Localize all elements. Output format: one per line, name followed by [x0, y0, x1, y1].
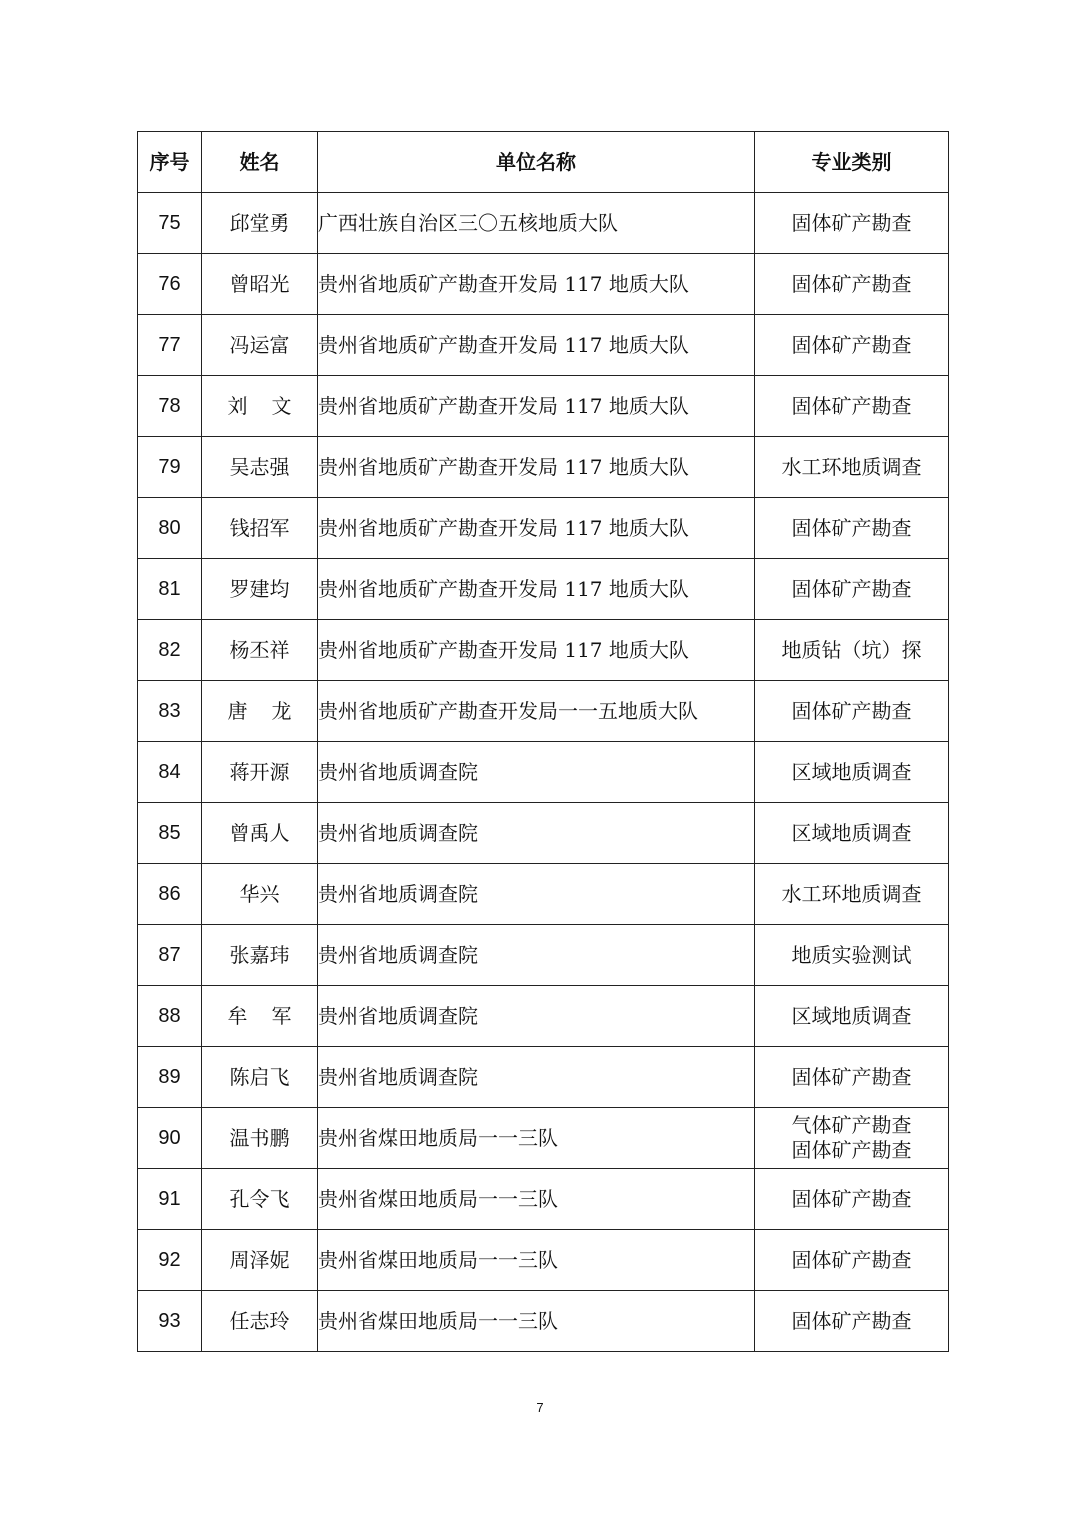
name-cell: 曾禹人 — [202, 803, 318, 864]
unit-cell: 贵州省地质矿产勘查开发局 117 地质大队 — [318, 437, 755, 498]
unit-cell: 贵州省地质矿产勘查开发局 117 地质大队 — [318, 254, 755, 315]
table-row — [138, 803, 949, 864]
unit-cell: 贵州省地质调查院 — [318, 986, 755, 1047]
table-row — [138, 1169, 949, 1230]
name-cell: 杨丕祥 — [202, 620, 318, 681]
serial-number-cell: 92 — [138, 1230, 202, 1291]
table-row — [138, 559, 949, 620]
unit-cell: 贵州省地质调查院 — [318, 925, 755, 986]
table-row — [138, 1291, 949, 1352]
name-cell — [202, 986, 318, 1047]
unit-cell: 广西壮族自治区三〇五核地质大队 — [318, 193, 755, 254]
unit-cell: 贵州省地质调查院 — [318, 742, 755, 803]
specialty-cell: 固体矿产勘查 — [755, 1047, 949, 1108]
unit-cell: 贵州省地质调查院 — [318, 1047, 755, 1108]
unit-cell: 贵州省煤田地质局一一三队 — [318, 1169, 755, 1230]
unit-cell: 贵州省地质调查院 — [318, 864, 755, 925]
name-cell: 陈启飞 — [202, 1047, 318, 1108]
specialty-cell: 区域地质调查 — [755, 742, 949, 803]
specialty-cell: 固体矿产勘查 — [755, 1169, 949, 1230]
name-cell: 钱招军 — [202, 498, 318, 559]
unit-cell: 贵州省地质矿产勘查开发局 117 地质大队 — [318, 498, 755, 559]
serial-number-cell: 87 — [138, 925, 202, 986]
serial-number-cell: 79 — [138, 437, 202, 498]
specialty-cell: 区域地质调查 — [755, 803, 949, 864]
serial-number-cell: 78 — [138, 376, 202, 437]
unit-cell: 贵州省地质矿产勘查开发局 117 地质大队 — [318, 559, 755, 620]
specialty-cell: 固体矿产勘查 — [755, 193, 949, 254]
specialty-cell: 固体矿产勘查 — [755, 559, 949, 620]
unit-cell: 贵州省地质矿产勘查开发局 117 地质大队 — [318, 620, 755, 681]
name-cell: 温书鹏 — [202, 1108, 318, 1169]
unit-cell: 贵州省地质矿产勘查开发局一一五地质大队 — [318, 681, 755, 742]
table-row — [138, 193, 949, 254]
table-row — [138, 620, 949, 681]
name-cell: 任志玲 — [202, 1291, 318, 1352]
table-row — [138, 1047, 949, 1108]
table-row — [138, 681, 949, 742]
specialty-cell: 固体矿产勘查 — [755, 1291, 949, 1352]
specialty-cell: 固体矿产勘查 — [755, 681, 949, 742]
name-cell: 冯运富 — [202, 315, 318, 376]
personnel-table — [137, 131, 949, 1352]
serial-number-cell: 80 — [138, 498, 202, 559]
serial-number-cell: 84 — [138, 742, 202, 803]
name-cell: 邱堂勇 — [202, 193, 318, 254]
name-cell — [202, 681, 318, 742]
name-cell — [202, 376, 318, 437]
specialty-cell: 固体矿产勘查 — [755, 315, 949, 376]
unit-cell: 贵州省煤田地质局一一三队 — [318, 1291, 755, 1352]
specialty-cell: 地质实验测试 — [755, 925, 949, 986]
specialty-cell: 固体矿产勘查 — [755, 1230, 949, 1291]
specialty-cell: 水工环地质调查 — [755, 437, 949, 498]
specialty-cell — [755, 1108, 949, 1169]
serial-number-cell: 81 — [138, 559, 202, 620]
serial-number-cell: 83 — [138, 681, 202, 742]
name-cell: 罗建均 — [202, 559, 318, 620]
serial-number-cell: 90 — [138, 1108, 202, 1169]
table-row — [138, 925, 949, 986]
serial-number-cell: 91 — [138, 1169, 202, 1230]
name-cell: 周泽妮 — [202, 1230, 318, 1291]
table-row — [138, 1230, 949, 1291]
serial-number-cell: 85 — [138, 803, 202, 864]
name-cell: 张嘉玮 — [202, 925, 318, 986]
specialty-cell: 固体矿产勘查 — [755, 376, 949, 437]
name-cell: 孔令飞 — [202, 1169, 318, 1230]
table-row — [138, 498, 949, 559]
specialty-cell: 水工环地质调查 — [755, 864, 949, 925]
name-cell: 蒋开源 — [202, 742, 318, 803]
serial-number-cell: 77 — [138, 315, 202, 376]
unit-cell: 贵州省地质矿产勘查开发局 117 地质大队 — [318, 376, 755, 437]
header-specialty: 专业类别 — [755, 132, 949, 193]
name-cell: 吴志强 — [202, 437, 318, 498]
name-cell: 华兴 — [202, 864, 318, 925]
table-row — [138, 742, 949, 803]
specialty-line: 固体矿产勘查 — [791, 1138, 912, 1162]
name-text: 刘文 — [227, 393, 292, 418]
page-number: 7 — [536, 1400, 544, 1415]
unit-cell: 贵州省煤田地质局一一三队 — [318, 1230, 755, 1291]
serial-number-cell: 76 — [138, 254, 202, 315]
name-cell: 曾昭光 — [202, 254, 318, 315]
name-text: 牟军 — [227, 1003, 292, 1028]
specialty-line: 气体矿产勘查 — [791, 1113, 912, 1137]
specialty-cell: 区域地质调查 — [755, 986, 949, 1047]
table-row — [138, 315, 949, 376]
name-text: 唐龙 — [227, 698, 292, 723]
specialty-cell: 固体矿产勘查 — [755, 254, 949, 315]
header-serial-number: 序号 — [138, 132, 202, 193]
serial-number-cell: 89 — [138, 1047, 202, 1108]
unit-cell: 贵州省地质矿产勘查开发局 117 地质大队 — [318, 315, 755, 376]
table-row — [138, 437, 949, 498]
header-name: 姓名 — [202, 132, 318, 193]
table-row — [138, 254, 949, 315]
specialty-cell: 地质钻（坑）探 — [755, 620, 949, 681]
unit-cell: 贵州省煤田地质局一一三队 — [318, 1108, 755, 1169]
unit-cell: 贵州省地质调查院 — [318, 803, 755, 864]
table-row — [138, 376, 949, 437]
table-row — [138, 864, 949, 925]
serial-number-cell: 82 — [138, 620, 202, 681]
specialty-cell: 固体矿产勘查 — [755, 498, 949, 559]
table-header-row — [138, 132, 949, 193]
header-unit-name: 单位名称 — [318, 132, 755, 193]
serial-number-cell: 88 — [138, 986, 202, 1047]
serial-number-cell: 75 — [138, 193, 202, 254]
serial-number-cell: 86 — [138, 864, 202, 925]
table-row — [138, 986, 949, 1047]
table-row — [138, 1108, 949, 1169]
serial-number-cell: 93 — [138, 1291, 202, 1352]
